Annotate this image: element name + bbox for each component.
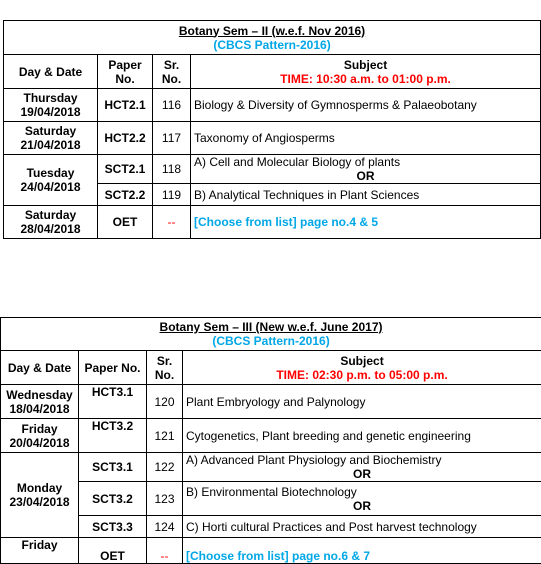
sem3-timetable xyxy=(0,317,541,564)
sem2-header-subject xyxy=(191,55,541,89)
sr-no: 122 xyxy=(147,453,183,482)
paper-no: HCT2.2 xyxy=(98,122,153,155)
sem2-time: TIME: 10:30 a.m. to 01:00 p.m. xyxy=(280,72,451,86)
date: 24/04/2018 xyxy=(20,180,80,194)
subject: Cytogenetics, Plant breeding and genetic engineering xyxy=(183,419,541,453)
table-row xyxy=(4,122,541,155)
table-row xyxy=(4,155,541,184)
sem2-row3-daydate xyxy=(4,155,98,206)
sr-no: -- xyxy=(147,538,183,564)
sem3-pattern: (CBCS Pattern-2016) xyxy=(212,334,329,348)
sem3-header-sr: Sr. No. xyxy=(147,351,183,385)
sem3-header-subject xyxy=(183,351,541,385)
subject-text: A) Advanced Plant Physiology and Biochemistry xyxy=(186,453,441,467)
subject xyxy=(191,155,541,184)
sr-no: 116 xyxy=(153,89,191,122)
table-row xyxy=(4,89,541,122)
day: Tuesday xyxy=(27,166,75,180)
sr-no: -- xyxy=(153,206,191,239)
table-row xyxy=(1,385,541,419)
table-row xyxy=(4,206,541,239)
sr-no: 123 xyxy=(147,482,183,516)
sem2-header-paper: Paper No. xyxy=(98,55,153,89)
paper-no: HCT3.2 xyxy=(79,419,147,453)
sem2-header-sr: Sr. No. xyxy=(153,55,191,89)
date: 28/04/2018 xyxy=(20,222,80,236)
table-row xyxy=(1,516,541,538)
subject: Biology & Diversity of Gymnosperms & Palaeobotany xyxy=(191,89,541,122)
subject: C) Horti cultural Practices and Post harvest technology xyxy=(183,516,541,538)
sem3-row2-daydate xyxy=(1,419,79,453)
subject: B) Analytical Techniques in Plant Sciences xyxy=(191,184,541,206)
date: 18/04/2018 xyxy=(9,402,69,416)
sem2-row1-daydate xyxy=(4,89,98,122)
subject xyxy=(183,453,541,482)
sr-no: 120 xyxy=(147,385,183,419)
paper-no: OET xyxy=(79,538,147,564)
subject: [Choose from list] page no.6 & 7 xyxy=(183,538,541,564)
sem2-row5-daydate xyxy=(4,206,98,239)
date: 20/04/2018 xyxy=(9,436,69,450)
paper-no: OET xyxy=(98,206,153,239)
paper-no: SCT3.3 xyxy=(79,516,147,538)
table-row xyxy=(1,419,541,453)
paper-no: SCT2.2 xyxy=(98,184,153,206)
sr-no: 124 xyxy=(147,516,183,538)
sem2-pattern: (CBCS Pattern-2016) xyxy=(213,38,330,52)
day: Thursday xyxy=(23,91,77,105)
sem3-header-day: Day & Date xyxy=(1,351,79,385)
table-row xyxy=(1,538,541,564)
paper-no: SCT3.2 xyxy=(79,482,147,516)
sem2-title: Botany Sem – II (w.e.f. Nov 2016) xyxy=(179,24,365,38)
subject: Plant Embryology and Palynology xyxy=(183,385,541,419)
sr-no: 118 xyxy=(153,155,191,184)
date: 23/04/2018 xyxy=(9,495,69,509)
sem3-title: Botany Sem – III (New w.e.f. June 2017) xyxy=(160,320,383,334)
sr-no: 121 xyxy=(147,419,183,453)
or-label: OR xyxy=(186,499,538,513)
date: 19/04/2018 xyxy=(20,105,80,119)
sem3-row3-daydate xyxy=(1,453,79,538)
subject-text: A) Cell and Molecular Biology of plants xyxy=(194,155,400,169)
paper-no: HCT3.1 xyxy=(79,385,147,419)
sr-no: 119 xyxy=(153,184,191,206)
table-row xyxy=(1,482,541,516)
table-row xyxy=(1,453,541,482)
or-label: OR xyxy=(194,169,537,183)
subject-text: B) Environmental Biotechnology xyxy=(186,485,357,499)
sem2-row2-daydate xyxy=(4,122,98,155)
sem3-title-cell xyxy=(1,318,541,351)
sem3-subject-label: Subject xyxy=(340,354,383,368)
or-label: OR xyxy=(186,467,538,481)
sr-no: 117 xyxy=(153,122,191,155)
day: Wednesday xyxy=(6,388,72,402)
day: Monday xyxy=(17,481,62,495)
sem3-row1-daydate xyxy=(1,385,79,419)
day: Saturday xyxy=(25,208,76,222)
paper-no: SCT2.1 xyxy=(98,155,153,184)
sem2-header-day: Day & Date xyxy=(4,55,98,89)
paper-no: SCT3.1 xyxy=(79,453,147,482)
sem3-time: TIME: 02:30 p.m. to 05:00 p.m. xyxy=(276,368,447,382)
sem3-header-paper: Paper No. xyxy=(79,351,147,385)
subject xyxy=(183,482,541,516)
sem3-row6-day: Friday xyxy=(1,538,79,564)
sem2-title-cell xyxy=(4,21,541,55)
sem2-timetable xyxy=(3,20,541,239)
subject: [Choose from list] page no.4 & 5 xyxy=(191,206,541,239)
paper-no: HCT2.1 xyxy=(98,89,153,122)
subject: Taxonomy of Angiosperms xyxy=(191,122,541,155)
day: Friday xyxy=(21,422,57,436)
day: Saturday xyxy=(25,124,76,138)
date: 21/04/2018 xyxy=(20,138,80,152)
sem2-subject-label: Subject xyxy=(344,58,387,72)
